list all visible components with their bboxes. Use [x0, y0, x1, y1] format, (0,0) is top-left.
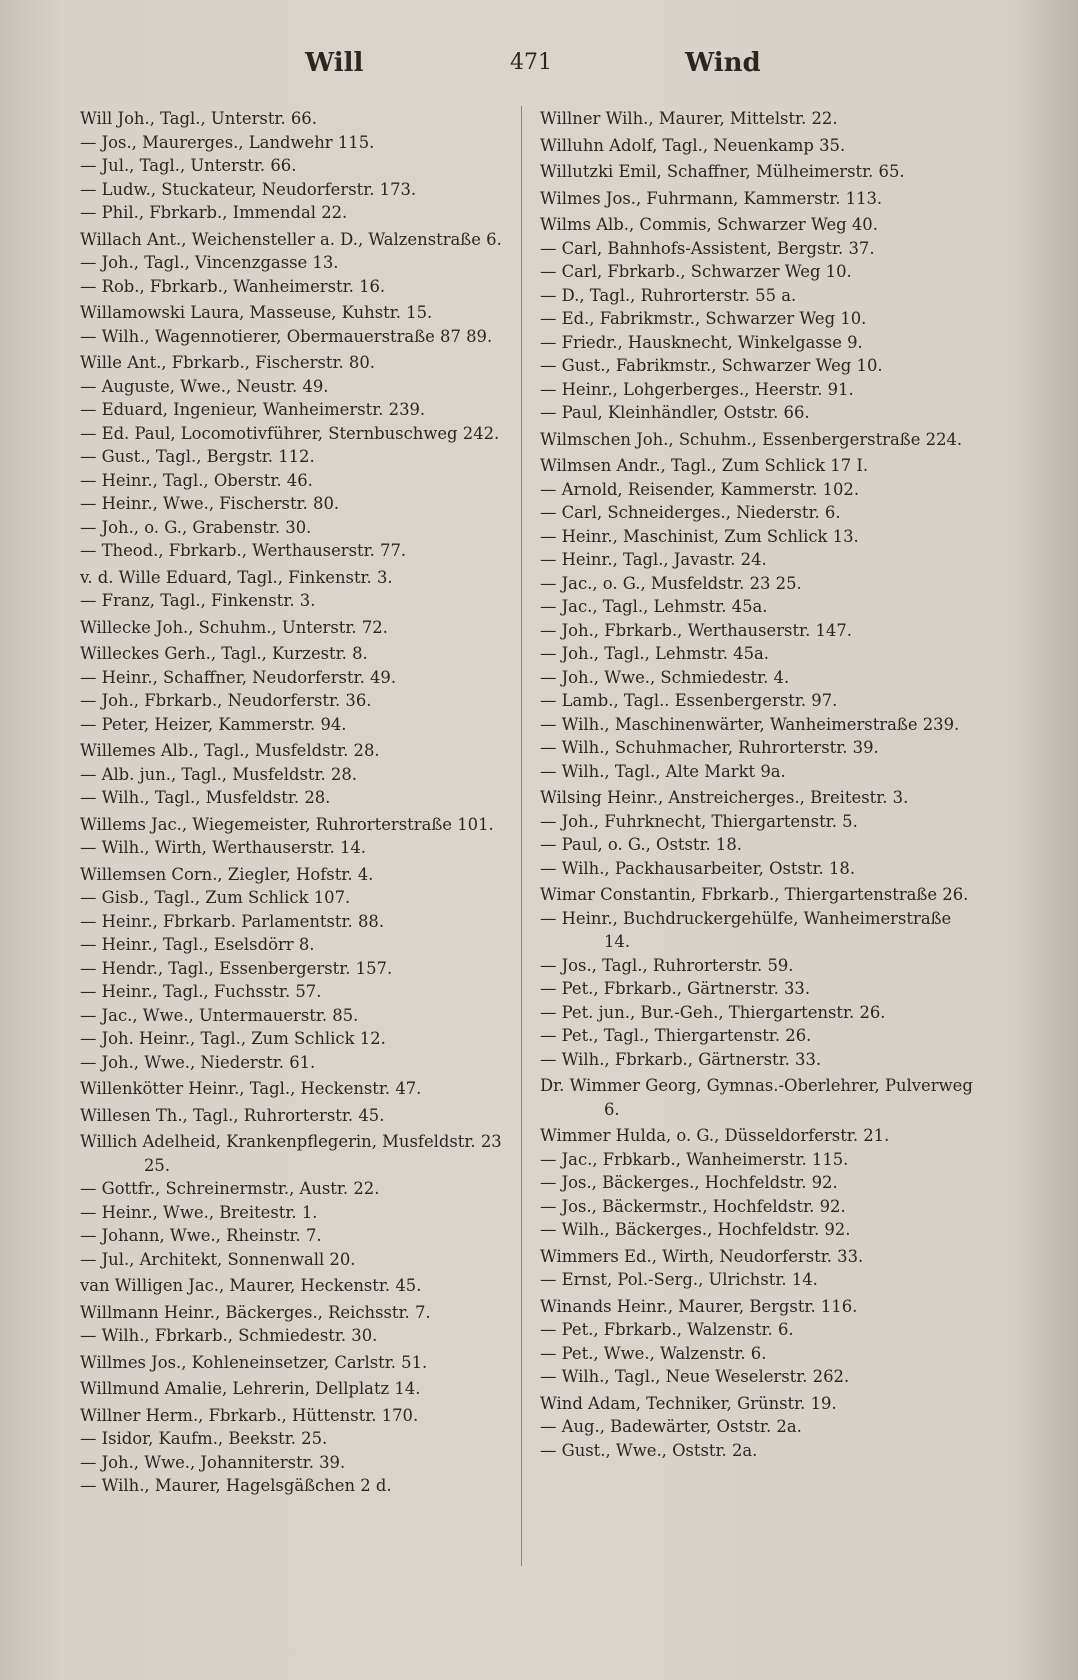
directory-entry: — Wilh., Fbrkarb., Schmiedestr. 30.: [80, 1326, 378, 1345]
directory-entry: Willemsen Corn., Ziegler, Hofstr. 4.: [80, 864, 374, 884]
directory-entry: — Paul, Kleinhändler, Oststr. 66.: [540, 403, 810, 422]
directory-entry: — Wilh., Wagennotierer, Obermauerstraße 87 89.: [80, 326, 493, 346]
directory-entry: — Jac., o. G., Musfeldstr. 23 25.: [540, 573, 802, 593]
directory-entry: — Pet., Wwe., Walzenstr. 6.: [540, 1343, 767, 1363]
directory-entry: — Joh., Fbrkarb., Werthauserstr. 147.: [540, 620, 852, 640]
right-column: [540, 104, 975, 1462]
directory-entry: Winands Heinr., Maurer, Bergstr. 116.: [540, 1296, 858, 1316]
directory-entry: — Joh., Wwe., Niederstr. 61.: [80, 1052, 316, 1072]
directory-entry: Wimmer Hulda, o. G., Düsseldorferstr. 21.: [540, 1126, 890, 1145]
directory-entry: — Gust., Wwe., Oststr. 2a.: [540, 1440, 758, 1460]
directory-entry: — Wilh., Packhausarbeiter, Oststr. 18.: [540, 858, 856, 878]
directory-entry: Willecke Joh., Schuhm., Unterstr. 72.: [80, 617, 388, 637]
directory-entry: — Auguste, Wwe., Neustr. 49.: [80, 376, 329, 396]
directory-entry: — Rob., Fbrkarb., Wanheimerstr. 16.: [80, 276, 386, 296]
directory-entry: — Ludw., Stuckateur, Neudorferstr. 173.: [80, 179, 417, 199]
directory-entry: — Peter, Heizer, Kammerstr. 94.: [80, 714, 347, 734]
directory-entry: — Heinr., Schaffner, Neudorferstr. 49.: [80, 667, 397, 687]
directory-entry: — Friedr., Hausknecht, Winkelgasse 9.: [540, 332, 863, 352]
directory-entry: — Joh., Wwe., Schmiedestr. 4.: [540, 667, 790, 687]
directory-entry: Wilms Alb., Commis, Schwarzer Weg 40.: [540, 215, 878, 234]
directory-entry: — Heinr., Tagl., Fuchsstr. 57.: [80, 982, 322, 1001]
directory-entry: — Joh., Tagl., Vincenzgasse 13.: [80, 253, 339, 272]
directory-entry: — Gust., Fabrikmstr., Schwarzer Weg 10.: [540, 356, 883, 375]
directory-entry: — Heinr., Fbrkarb. Parlamentstr. 88.: [80, 911, 385, 931]
directory-entry: — Arnold, Reisender, Kammerstr. 102.: [540, 479, 860, 499]
directory-entry: — Johann, Wwe., Rheinstr. 7.: [80, 1226, 322, 1245]
directory-entry: — Carl, Fbrkarb., Schwarzer Weg 10.: [540, 262, 852, 281]
directory-entry: Wimmers Ed., Wirth, Neudorferstr. 33.: [540, 1246, 864, 1266]
directory-entry: — Ed., Fabrikmstr., Schwarzer Weg 10.: [540, 309, 867, 328]
directory-entry: — Heinr., Tagl., Oberstr. 46.: [80, 470, 313, 490]
directory-entry: — Aug., Badewärter, Oststr. 2a.: [540, 1417, 802, 1436]
header-right-keyword: Wind: [685, 48, 761, 78]
directory-entry: van Willigen Jac., Maurer, Heckenstr. 45.: [80, 1276, 422, 1295]
directory-entry: — Heinr., Wwe., Breitestr. 1.: [80, 1202, 318, 1222]
directory-entry: — Jos., Bäckermstr., Hochfeldstr. 92.: [540, 1196, 846, 1216]
directory-entry: — Ernst, Pol.-Serg., Ulrichstr. 14.: [540, 1270, 818, 1289]
directory-entry: — Jac., Wwe., Untermauerstr. 85.: [80, 1005, 359, 1025]
directory-entry: — Heinr., Lohgerberges., Heerstr. 91.: [540, 379, 854, 399]
directory-entry: — Wilh., Tagl., Neue Weselerstr. 262.: [540, 1367, 850, 1386]
directory-entry: — Pet. jun., Bur.-Geh., Thiergartenstr. 26.: [540, 1002, 886, 1022]
directory-entry: Willems Jac., Wiegemeister, Ruhrorterstraße 101.: [80, 814, 494, 834]
page-header: [80, 48, 998, 88]
directory-entry: — Joh., o. G., Grabenstr. 30.: [80, 517, 312, 537]
directory-entry: — Gottfr., Schreinermstr., Austr. 22.: [80, 1179, 380, 1198]
directory-entry: Wilmschen Joh., Schuhm., Essenbergerstraße 224.: [540, 429, 963, 449]
directory-entry: — Carl, Schneiderges., Niederstr. 6.: [540, 503, 841, 522]
directory-entry: — Wilh., Bäckerges., Hochfeldstr. 92.: [540, 1220, 851, 1239]
directory-entry: — Pet., Fbrkarb., Walzenstr. 6.: [540, 1320, 794, 1339]
directory-entry: — Wilh., Tagl., Musfeldstr. 28.: [80, 788, 331, 807]
directory-entry: — Wilh., Wirth, Werthauserstr. 14.: [80, 838, 367, 857]
directory-entry: — Jos., Bäckerges., Hochfeldstr. 92.: [540, 1173, 838, 1192]
directory-entry: — Theod., Fbrkarb., Werthauserstr. 77.: [80, 541, 407, 560]
directory-entry: Willmund Amalie, Lehrerin, Dellplatz 14.: [80, 1379, 421, 1398]
directory-entry: — Ed. Paul, Locomotivführer, Sternbuschweg 242.: [80, 423, 500, 443]
directory-entry: — Joh., Tagl., Lehmstr. 45a.: [540, 644, 769, 663]
directory-entry: — D., Tagl., Ruhrorterstr. 55 a.: [540, 285, 797, 305]
directory-entry: — Gust., Tagl., Bergstr. 112.: [80, 447, 315, 466]
directory-entry: — Joh., Fbrkarb., Neudorferstr. 36.: [80, 691, 372, 710]
directory-entry: — Isidor, Kaufm., Beekstr. 25.: [80, 1429, 328, 1448]
directory-entry: Wilmes Jos., Fuhrmann, Kammerstr. 113.: [540, 188, 883, 208]
directory-entry: — Gisb., Tagl., Zum Schlick 107.: [80, 888, 351, 907]
directory-entry: — Alb. jun., Tagl., Musfeldstr. 28.: [80, 764, 357, 784]
directory-entry: — Heinr., Tagl., Javastr. 24.: [540, 550, 767, 569]
directory-entry: — Jac., Tagl., Lehmstr. 45a.: [540, 597, 768, 616]
directory-entry: — Paul, o. G., Oststr. 18.: [540, 835, 742, 854]
directory-entry: — Pet., Fbrkarb., Gärtnerstr. 33.: [540, 979, 811, 998]
directory-entry: — Jul., Tagl., Unterstr. 66.: [80, 156, 297, 175]
directory-entry: Willner Herm., Fbrkarb., Hüttenstr. 170.: [80, 1405, 419, 1425]
directory-entry: Willach Ant., Weichensteller a. D., Walzenstraße 6.: [80, 229, 502, 249]
directory-entry: — Phil., Fbrkarb., Immendal 22.: [80, 203, 348, 222]
directory-entry: — Wilh., Maurer, Hagelsgäßchen 2 d.: [80, 1476, 392, 1495]
directory-entry: — Heinr., Buchdruckergehülfe, Wanheimerstraße 14.: [540, 908, 952, 951]
directory-entry: — Carl, Bahnhofs-Assistent, Bergstr. 37.: [540, 238, 875, 258]
directory-entry: — Jac., Frbkarb., Wanheimerstr. 115.: [540, 1149, 849, 1169]
directory-entry: Dr. Wimmer Georg, Gymnas.-Oberlehrer, Pulverweg 6.: [540, 1076, 973, 1119]
directory-entry: — Jos., Tagl., Ruhrorterstr. 59.: [540, 955, 794, 975]
directory-entry: Wind Adam, Techniker, Grünstr. 19.: [540, 1393, 837, 1413]
directory-entry: — Jul., Architekt, Sonnenwall 20.: [80, 1249, 356, 1269]
directory-entry: Willich Adelheid, Krankenpflegerin, Musfeldstr. 23 25.: [80, 1132, 502, 1175]
directory-entry: Willesen Th., Tagl., Ruhrorterstr. 45.: [80, 1105, 385, 1125]
directory-entry: — Joh. Heinr., Tagl., Zum Schlick 12.: [80, 1029, 386, 1048]
column-divider: [521, 106, 522, 1566]
directory-entry: Willamowski Laura, Masseuse, Kuhstr. 15.: [80, 303, 433, 322]
directory-entry: — Heinr., Maschinist, Zum Schlick 13.: [540, 526, 859, 546]
directory-entry: — Lamb., Tagl.. Essenbergerstr. 97.: [540, 691, 838, 710]
directory-entry: — Hendr., Tagl., Essenbergerstr. 157.: [80, 958, 393, 978]
directory-entry: Willmann Heinr., Bäckerges., Reichsstr. 7.: [80, 1302, 431, 1322]
directory-entry: Willenkötter Heinr., Tagl., Heckenstr. 47.: [80, 1079, 422, 1098]
directory-entry: — Wilh., Maschinenwärter, Wanheimerstraße 239.: [540, 714, 960, 734]
directory-entry: v. d. Wille Eduard, Tagl., Finkenstr. 3.: [80, 567, 393, 587]
directory-entry: Will Joh., Tagl., Unterstr. 66.: [80, 109, 317, 128]
directory-entry: Willuhn Adolf, Tagl., Neuenkamp 35.: [540, 135, 846, 155]
directory-entry: — Eduard, Ingenieur, Wanheimerstr. 239.: [80, 400, 426, 419]
directory-entry: Willemes Alb., Tagl., Musfeldstr. 28.: [80, 741, 380, 760]
directory-entry: Wilmsen Andr., Tagl., Zum Schlick 17 I.: [540, 456, 869, 475]
directory-entry: — Jos., Maurerges., Landwehr 115.: [80, 132, 375, 152]
directory-entry: — Wilh., Fbrkarb., Gärtnerstr. 33.: [540, 1049, 822, 1069]
page-number: 471: [510, 50, 552, 75]
directory-entry: — Joh., Fuhrknecht, Thiergartenstr. 5.: [540, 811, 858, 831]
header-left-keyword: Will: [305, 48, 364, 78]
directory-entry: Wimar Constantin, Fbrkarb., Thiergartenstraße 26.: [540, 885, 969, 904]
directory-entry: Willmes Jos., Kohleneinsetzer, Carlstr. 51.: [80, 1352, 428, 1372]
directory-entry: — Wilh., Schuhmacher, Ruhrorterstr. 39.: [540, 738, 879, 757]
directory-entry: — Heinr., Tagl., Eselsdörr 8.: [80, 935, 315, 954]
directory-entry: Willeckes Gerh., Tagl., Kurzestr. 8.: [80, 644, 368, 663]
directory-entry: Willutzki Emil, Schaffner, Mülheimerstr. 65.: [540, 162, 905, 181]
directory-entry: — Heinr., Wwe., Fischerstr. 80.: [80, 494, 340, 513]
directory-entry: — Wilh., Tagl., Alte Markt 9a.: [540, 761, 786, 781]
directory-entry: — Franz, Tagl., Finkenstr. 3.: [80, 591, 316, 610]
directory-entry: — Pet., Tagl., Thiergartenstr. 26.: [540, 1026, 812, 1045]
directory-entry: Wille Ant., Fbrkarb., Fischerstr. 80.: [80, 353, 375, 372]
left-column: [80, 104, 510, 1498]
directory-entry: — Joh., Wwe., Johanniterstr. 39.: [80, 1452, 346, 1472]
directory-entry: Willner Wilh., Maurer, Mittelstr. 22.: [540, 109, 838, 128]
directory-entry: Wilsing Heinr., Anstreicherges., Breitestr. 3.: [540, 788, 909, 807]
